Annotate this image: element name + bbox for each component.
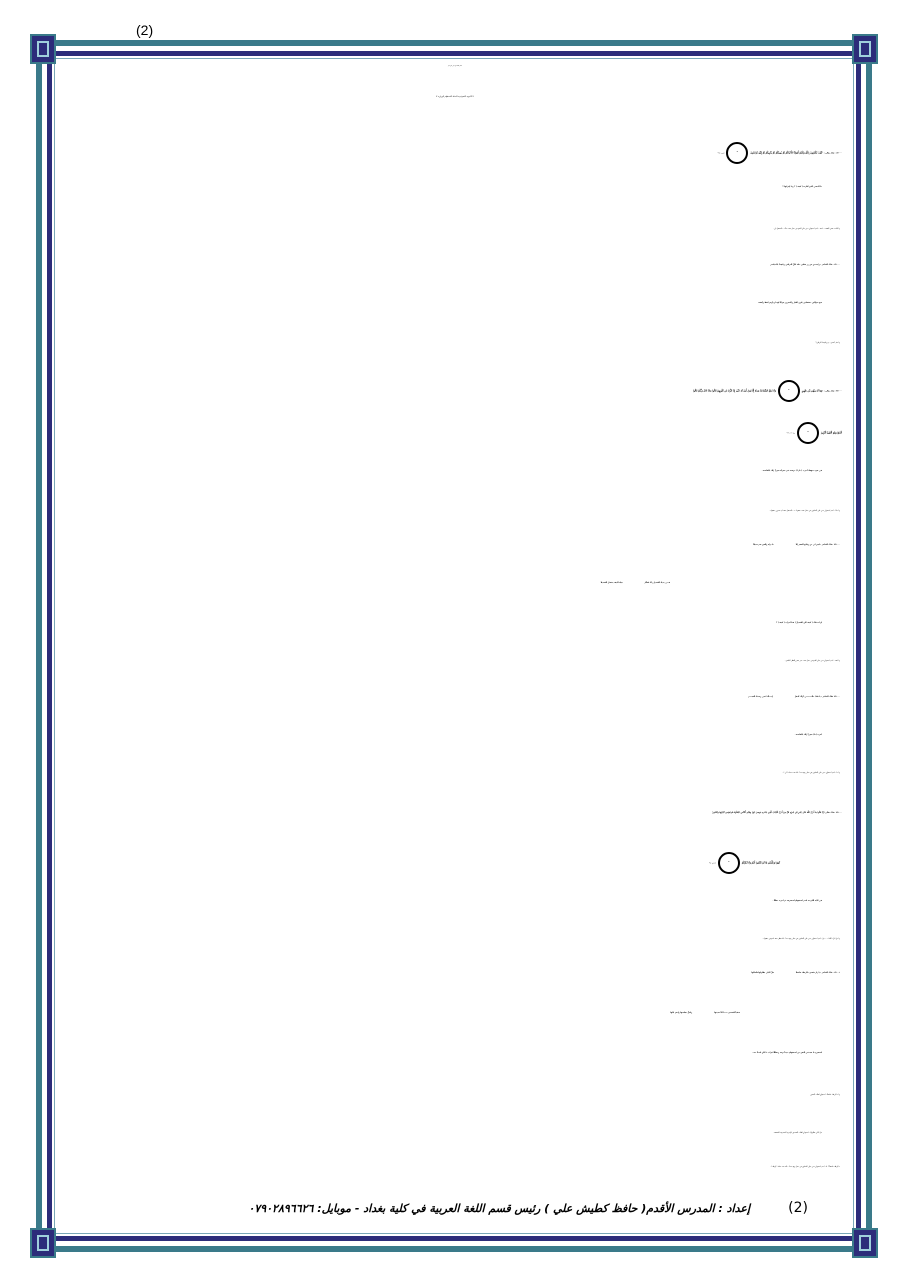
- quote-close: ": [708, 862, 710, 865]
- quote-close: ": [786, 432, 788, 435]
- question-5-answer: ج/ ما : اسم استفهام مبني على السكون في محل رفع مبتدأ ، تلاه شبه جملة ( لي ) .: [782, 772, 840, 774]
- quran-verse: وَلَا تَنفَعُ الشَّفَاعَةُ عِندَهُ إِلَّا لِمَنْ أَذِنَ لَهُ حَتَّىٰ إِذَا فُزِّعَ عَن قُلُوبِهِمْ قَالُوا مَاذَا قَالَ رَبُّكُمْ قَالُوا: [692, 389, 776, 393]
- hemistich: حلَّ البلى بطلولها فأحالها: [751, 972, 774, 974]
- footer-credit: إعداد : المدرس الأقدم( حافظ كطيش علي ) رئيس قسم اللغة العربية في كلية بغداد - موبايل: ٠٧٩٠٢٨٩٦٦٢٦: [248, 1202, 750, 1215]
- hemistich: ٢/٢٠٠٠ : قال الشاعر : ليس لي من وقائع العصر إلا: [795, 544, 840, 546]
- document-body: [70, 60, 840, 1230]
- question-3-verse: [70, 380, 842, 402]
- basmala: بسم الله الرحمن الرحيم: [447, 66, 463, 67]
- ayah-number-icon: ٢٢: [778, 380, 800, 402]
- question-6-lead: ٢/٢٠٠٠ : قال تعالى:": [823, 812, 842, 814]
- verse-reference: الأنعام: ٩١: [709, 863, 716, 865]
- question-2-prompt: صغ سؤالين منفصلين يكون الجار والمجرور جواباً لهما وبأوجز لفظ وأخفه.: [757, 302, 822, 304]
- question-3-prompt: في ضوء منهجك أعرب ( ماذا ) موحدة غير مجزأة معززاً ذلك بالقاعدة .: [761, 470, 822, 472]
- question-7-answer-2: حل البلى بطلولها : استفهام لطلب التصديق بالهمزة المحذوفة للتخفيف .: [772, 1132, 822, 1134]
- question-2-verse: ١/٢٠٠٠ : قال الشاعر : ويُبسمنَ عن درِ تقلدن مثله كأنَّ التراقيَ وشُحِتْ بالمياسمِ: [770, 264, 840, 266]
- hemistich: إيــــاك اعني وعندك الخبــــر: [748, 696, 773, 698]
- question-4-prompt: لو انه قال ( كيف كان القنديلُ ) فما اعراب ( كيف ) ؟: [776, 622, 822, 624]
- question-2-answer: ج/ عمّ يبْسمنَ ، بِمَ وشُحِتْ التراقي؟: [815, 342, 840, 344]
- page-number-bottom: (2): [788, 1200, 808, 1216]
- hemistich: فـــي يديك القنديل ذاك فَعلّمْ: [644, 582, 670, 584]
- question-1-verse: [70, 142, 842, 164]
- page-number-top: (2): [136, 22, 154, 38]
- question-1-lead: ١/٢٠٠٠ : قال تعالى : ": [822, 152, 842, 155]
- hemistich: ما تراه والحق نعم سبيلاً: [753, 544, 774, 546]
- page-title: (( الأجوبة الانموذجية لأسئلة الاستفهام الوزارية )): [435, 96, 475, 98]
- question-5-verse: [70, 696, 840, 698]
- verse-reference: سبأ: ٢٢ - ٢٣: [787, 433, 795, 435]
- corner-ornament-icon: [30, 1228, 56, 1258]
- question-3-verse-cont: [70, 422, 842, 444]
- question-6-prompt: في الآية الكريمة اسم استفهام استخرجه ثم اعربه معللاً .: [772, 900, 822, 902]
- question-7-verse-2: [70, 1012, 740, 1014]
- hemistich: جيلنا كيف يشعـل القنديلآ: [600, 582, 623, 584]
- ayah-number-icon: ٢٣: [797, 422, 819, 444]
- question-3-lead: ٢/٢٠٠٠ : قال تعالى : ": [822, 390, 842, 393]
- ayah-number-icon: ٩١: [718, 852, 740, 874]
- question-1-answer: ج/ أفادت معنى التعجب ، كيف : اسم استفهام مبني على الفتح في محل نصب حال ، تلاه فعل تام .: [773, 228, 840, 230]
- question-3-answer: ج/ ماذا : اسم استفهام مبني على السكون في محل نصب مفعول به ، تلاه فعل متعد لم يستوف مفعوله .: [769, 510, 840, 512]
- corner-ornament-icon: [852, 34, 878, 64]
- question-6-verse: [70, 812, 842, 814]
- question-7-answer-1: ج/ ما لربعك خاشعاً : استفهام لطلب التصور: [810, 1094, 840, 1096]
- question-7-answer-3: ما لربعك خاشعاً ؟ ما : اسم استفهام مبني على السكون في محل رفع مبتدأ ، تلاه شبه جملة ( لربعك ) .: [769, 1166, 840, 1168]
- quran-verse: كَيْفَ تَكْفُرُونَ بِاللَّهِ وَكُنتُمْ أَمْوَاتًا فَأَحْيَاكُمْ ثُمَّ يُمِيتُكُمْ ثُمَّ يُحْيِيكُمْ ثُمَّ إِلَيْهِ تُرْجَعُونَ: [750, 151, 823, 155]
- question-1-prompt: ما المعنى الذي أفادته ( كيف ) ؟ وما إعرابها ؟: [782, 186, 822, 188]
- question-7-prompt: استخرج ما تجد في النص من استفهام مبيناً نوعه ومعللاً اعراب ما كان اسماً منه .: [752, 1052, 822, 1054]
- quran-verse: الْحَقَّ وَهُوَ الْعَلِيُّ الْكَبِيرُ: [820, 431, 842, 435]
- corner-ornament-icon: [30, 34, 56, 64]
- question-5-prompt: اعرب (ما) معززاً ذلك بالقاعدة .: [794, 734, 822, 736]
- question-4-verse-1: [70, 544, 840, 546]
- ayah-number-icon: ٢٨: [726, 142, 748, 164]
- question-4-verse-2: [70, 582, 670, 584]
- question-4-answer: ج/ كيف : اسم استفهام مبني على الفتح في محل نصب خبر مقدم للفعل الناقص .: [784, 660, 840, 662]
- hemistich: سقياً لسُعـدى مــــا الذَّ حديثها: [714, 1012, 740, 1014]
- question-6-verse-cont: [70, 852, 780, 874]
- quran-verse: كَثِيرًا وَعُلِّمْتُم مَّا لَمْ تَعْلَمُوا أَنتُمْ وَلَا آبَاؤُكُمْ: [741, 861, 780, 865]
- question-7-verse-1: [70, 972, 840, 974]
- quran-verse: إِذْ قَالُوا مَا أَنزَلَ اللَّهُ عَلَىٰ بَشَرٍ مِّن شَيْءٍ قُلْ مَنْ أَنزَلَ الْكِتَابَ الَّذِي جَاءَ بِهِ مُوسَىٰ نُورًا وَهُدًى لِّلنَّاسِ تَجْعَلُونَهُ قَرَاطِيسَ تُبْدُونَهَا وَتُخْفُونَ: [712, 812, 824, 814]
- quran-verse: وَمَا لَهُ مِنْهُم مِّن ظَهِيرٍ: [801, 389, 823, 393]
- hemistich: ٢/٢٠٠٠ :قال الشاعر : يا قلبُ مالـــــــــي أراك لاتقرُّ: [794, 696, 840, 698]
- quote-close: ": [717, 152, 719, 155]
- hemistich: واجلَّ مجلسها وانعم بالها: [670, 1012, 693, 1014]
- question-6-answer: ج/ مَنْ انزل الكتاب ... مَنْ : اسم استفهام مبني على السكون في محل رفع مبتدأ ، تلاه فعل متعد استوفى مفعوله .: [762, 938, 840, 940]
- corner-ornament-icon: [852, 1228, 878, 1258]
- verse-reference: البقرة: ٢٨: [718, 153, 725, 155]
- hemistich: ١/٢٠٠١ : قال الشاعر : يا دار سُعدى مالربعك خاشعاً: [795, 972, 840, 974]
